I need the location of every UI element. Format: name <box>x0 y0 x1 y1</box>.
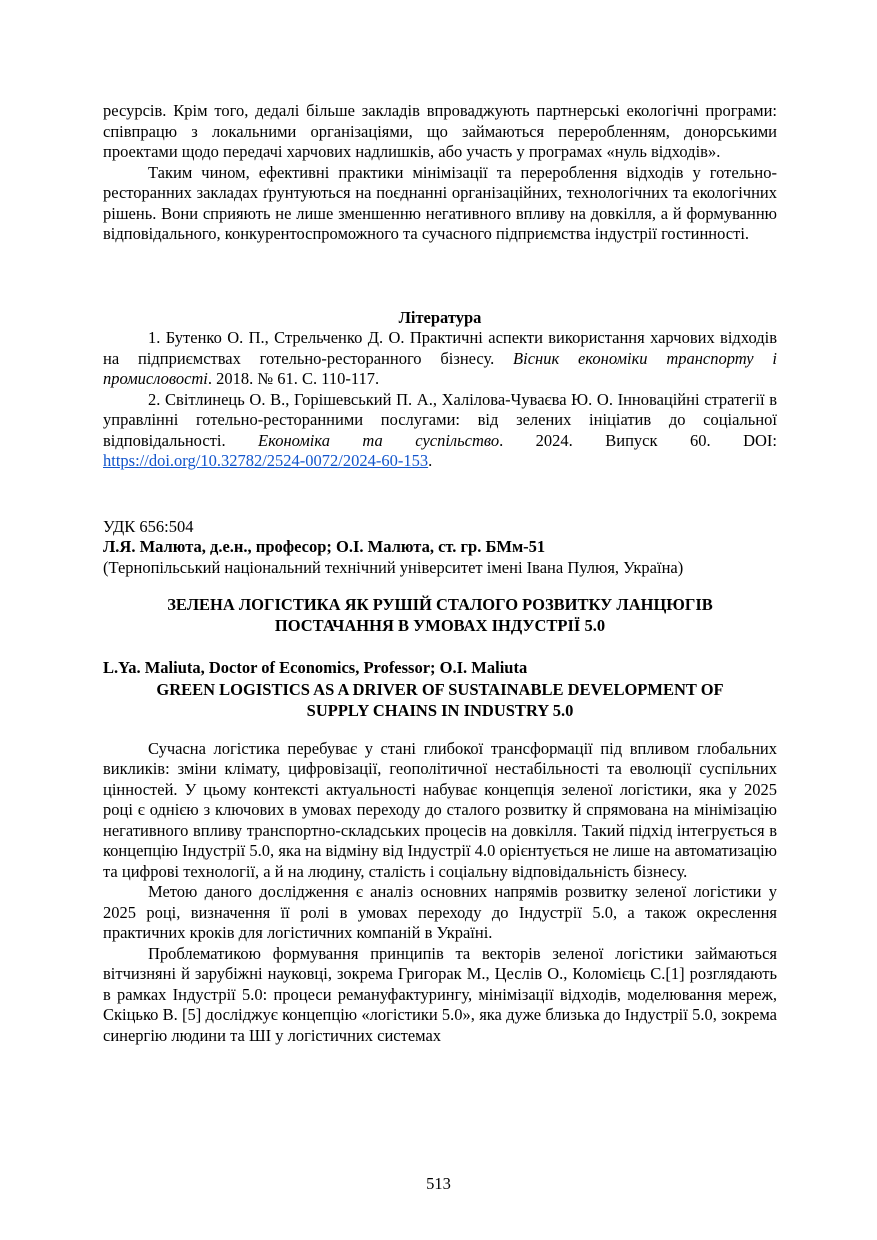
authors-ua: Л.Я. Малюта, д.е.н., професор; О.І. Малюта, ст. гр. БМм-51 <box>103 537 546 556</box>
article-title-en: GREEN LOGISTICS AS A DRIVER OF SUSTAINABLE DEVELOPMENT OF SUPPLY CHAINS IN INDUSTRY 5.0 <box>156 679 724 720</box>
reference-2-tail: . <box>428 451 433 470</box>
reference-1-tail: . 2018. № 61. С. 110-117. <box>207 369 380 388</box>
udc-code: УДК 656:504 <box>103 516 194 536</box>
reference-1-text: 1. Бутенко О. П., Стрельченко Д. О. Практичні аспекти використання харчових відходів на підприємствах готельно-ресторанного бізнесу. <box>103 328 777 368</box>
article-title-ua: ЗЕЛЕНА ЛОГІСТИКА ЯК РУШІЙ СТАЛОГО РОЗВИТКУ ЛАНЦЮГІВ ПОСТАЧАННЯ В УМОВАХ ІНДУСТРІЇ 5.0 <box>167 595 713 635</box>
doi-link[interactable]: https://doi.org/10.32782/2524-0072/2024-60-153 <box>103 451 429 470</box>
paragraph-conclusion: Таким чином, ефективні практики мінімізації та перероблення відходів у готельно-ресторанних закладах ґрунтуються на поєднанні організаційних, технологічних та екологічних рішень. Вони сприяють не лише зменшенню негативного впливу на довкілля, а й формуванню відповідального, конкурентоспроможного та сучасного підприємства індустрії гостинності. <box>103 162 777 243</box>
authors-en: L.Ya. Maliuta, Doctor of Economics, Professor; O.I. Maliuta <box>103 658 528 677</box>
affiliation: (Тернопільський національний технічний університет імені Івана Пулюя, Україна) <box>103 557 684 577</box>
reference-1-journal: Вісник економіки транспорту і промисловості <box>103 348 777 388</box>
reference-item-2 <box>103 390 777 472</box>
references-heading: Література <box>398 307 482 327</box>
body-paragraph-literature-review: Проблематикою формування принципів та векторів зеленої логістики займаються вітчизняні й зарубіжні науковці, зокрема Григорак М., Цеслів О., Коломієць С.[1] розглядають в рамках Індустрії 5.0: процеси ремануфактурингу, мінімізації відходів, моделювання мереж, Скіцько В. [5] досліджує концепцію «логістики 5.0», яка дуже близька до Індустрії 5.0, зокрема синергію людини та ШІ у логістичних системах <box>103 943 777 1045</box>
body-paragraph-intro: Сучасна логістика перебуває у стані глибокої трансформації під впливом глобальних викликів: зміни клімату, цифровізації, геополітичної нестабільності та еволюції суспільних цінностей. У цьому контексті актуальності набуває концепція зеленої логістики, яка у 2025 році є однією з ключових в умовах переходу до сталого розвитку й спрямована на мінімізацію негативного впливу транспортно-складських процесів на довкілля. Такий підхід інтегрується в концепцію Індустрії 5.0, яка на відміну від Індустрії 4.0 орієнтується не лише на автоматизацію та цифрові технології, а й на людину, сталість і соціальну відповідальність бізнесу. <box>103 738 777 881</box>
body-paragraph-goal: Метою даного дослідження є аналіз основних напрямів розвитку зеленої логістики у 2025 році, визначення її ролі в умовах переходу до Індустрії 5.0, а також окреслення практичних кроків для логістичних компаній в Україні. <box>103 882 777 942</box>
reference-2-mid: . 2024. Випуск 60. DOI: <box>499 430 777 450</box>
reference-2-text: 2. Світлинець О. В., Горішевський П. А., Халілова-Чуваєва Ю. О. Інноваційні стратегії в управлінні готельно-ресторанними послугами: від зелених ініціатив до соціальної відповідальності. <box>103 389 777 450</box>
reference-2-journal: Економіка та суспільство <box>258 430 500 450</box>
paragraph-continuation: ресурсів. Крім того, дедалі більше закладів впроваджують партнерські екологічні програми: співпрацю з локальними організаціями, що займаються переробленням, донорськими проектами щодо передачі харчових надлишків, або участь у програмах «нуль відходів». <box>103 101 777 161</box>
reference-item-1 <box>103 328 777 390</box>
article-header <box>103 517 777 579</box>
page-number: 513 <box>426 1173 451 1193</box>
article-header-en <box>103 658 777 721</box>
